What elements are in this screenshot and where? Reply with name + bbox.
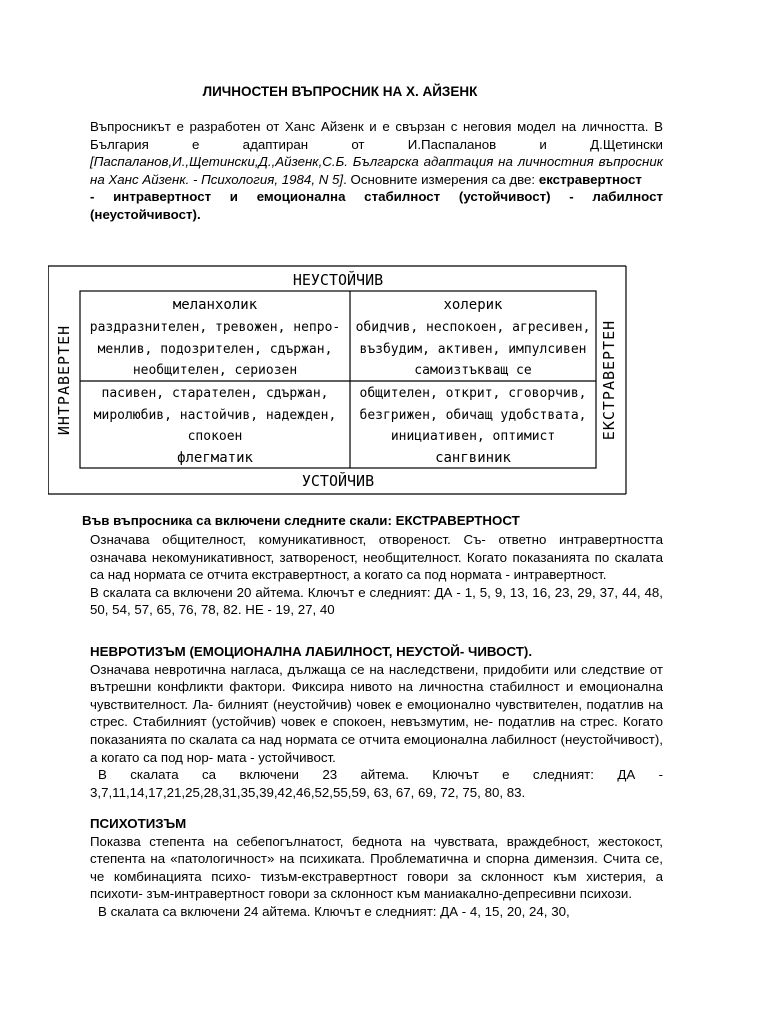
psychoticism-description: Показва степента на себепогълнатост, беднота на чувствата, враждебност, жестокост, степента на «патологичност» на психиката. Проблематична и спорна димензия. Счита се, че комбинацията психо- тизъм-екстравертност говори за склонност към хистерия, а психоти- зъм-интравертност говори за склонност към маниакално-депресивни психози. <box>90 833 663 902</box>
scales-heading: Във въпросника са включени следните скали: ЕКСТРАВЕРТНОСТ <box>82 513 520 528</box>
phlegmatic-line-2: миролюбив, настойчив, надежден, <box>93 408 337 423</box>
intro-text-1: Въпросникът е разработен от Ханс Айзенк и е свързан с неговия модел на личността. В България е адаптиран от И.Паспаланов и Д.Щетински <box>90 119 663 152</box>
sanguine-line-3: инициативен, оптимист <box>390 429 556 444</box>
intro-dimension-1: екстравертност <box>538 171 642 187</box>
melancholic-line-3: необщителен, сериозен <box>132 363 298 378</box>
axis-label-stable: УСТОЙЧИВ <box>301 472 375 490</box>
psychoticism-key: В скалата са включени 24 айтема. Ключът е следният: ДА - 4, 15, 20, 24, 30, <box>98 903 570 919</box>
choleric-line-1: обидчив, неспокоен, агресивен, <box>355 320 591 335</box>
axis-label-introvert: ИНТРАВЕРТЕН <box>55 324 73 436</box>
extraversion-section <box>90 531 663 619</box>
neuroticism-heading: НЕВРОТИЗЪМ (ЕМОЦИОНАЛНА ЛАБИЛНОСТ, НЕУСТОЙ- ЧИВОСТ). <box>90 644 533 659</box>
intro-citation: [Паспаланов,И.,Щетински,Д.,Айзенк,С.Б. Българска адаптация на личностния въпросник на Ханс Айзенк. - Психология, 1984, N 5] <box>90 154 663 187</box>
psychoticism-section <box>90 815 663 921</box>
extraversion-description: Означава общителност, комуникативност, отвореност. Съ- ответно интравертността означава некомуникативност, затвореност, необщителност. Когато показанията по скалата са над нормата се отчита екстравертност, а когато са под нормата - интравертност. <box>90 532 663 583</box>
sanguine-line-1: общителен, открит, сговорчив, <box>359 386 587 401</box>
choleric-line-3: самоизтъкващ се <box>414 363 532 378</box>
melancholic-name: меланхолик <box>172 297 258 313</box>
intro-paragraph <box>90 118 663 224</box>
axis-label-extravert: ЕКСТРАВЕРТЕН <box>600 319 618 441</box>
phlegmatic-line-1: пасивен, старателен, сдържан, <box>101 386 329 401</box>
page-title: ЛИЧНОСТЕН ВЪПРОСНИК НА Х. АЙЗЕНК <box>202 84 478 99</box>
intro-text-2: . Основните измерения са две: <box>343 171 539 187</box>
temperament-diagram <box>48 264 628 496</box>
choleric-line-2: възбудим, активен, импулсивен <box>359 342 587 357</box>
neuroticism-section <box>90 643 663 801</box>
melancholic-line-1: раздразнителен, тревожен, непро- <box>89 320 341 335</box>
neuroticism-description: Означава невротична нагласа, дължаща се на наследствени, придобити или следствие от вътрешни конфликти фактори. Фиксира нивото на личностна стабилност и емоционална чувствителност. Ла- билният (неустойчив) човек е емоционално чувствителен, податлив на стрес. Стабилният (устойчив) човек е спокоен, невъзмутим, не- податлив на стрес. Когато показанията по скалата са над нормата се отчита емоционална лабилност (неустойчивост), а когато са под нор- мата - устойчивост. <box>90 661 663 765</box>
neuroticism-key: В скалата са включени 23 айтема. Ключът е следният: ДА - 3,7,11,14,17,21,25,28,31,35,39,42,46,52,55,59, 63, 67, 69, 72, 75, 80, 83. <box>90 767 663 800</box>
extraversion-key: В скалата са включени 20 айтема. Ключът е следният: ДА - 1, 5, 9, 13, 16, 23, 29, 37, 44, 48, 50, 54, 57, 65, 76, 78, 82. НЕ - 19, 27, 40 <box>90 584 663 618</box>
phlegmatic-line-3: спокоен <box>187 429 243 444</box>
sanguine-name: сангвиник <box>435 450 511 466</box>
phlegmatic-name: флегматик <box>177 450 253 466</box>
axis-label-unstable: НЕУСТОЙЧИВ <box>292 271 384 289</box>
choleric-name: холерик <box>443 297 503 313</box>
intro-dimension-2: - интравертност и емоционална стабилност (устойчивост) - лабилност (неустойчивост). <box>90 189 663 222</box>
sanguine-line-2: безгрижен, обичащ удобствата, <box>359 408 587 423</box>
melancholic-line-2: менлив, подозрителен, сдържан, <box>97 342 333 357</box>
temperament-diagram-svg <box>48 264 628 496</box>
psychoticism-heading: ПСИХОТИЗЪМ <box>90 816 187 831</box>
